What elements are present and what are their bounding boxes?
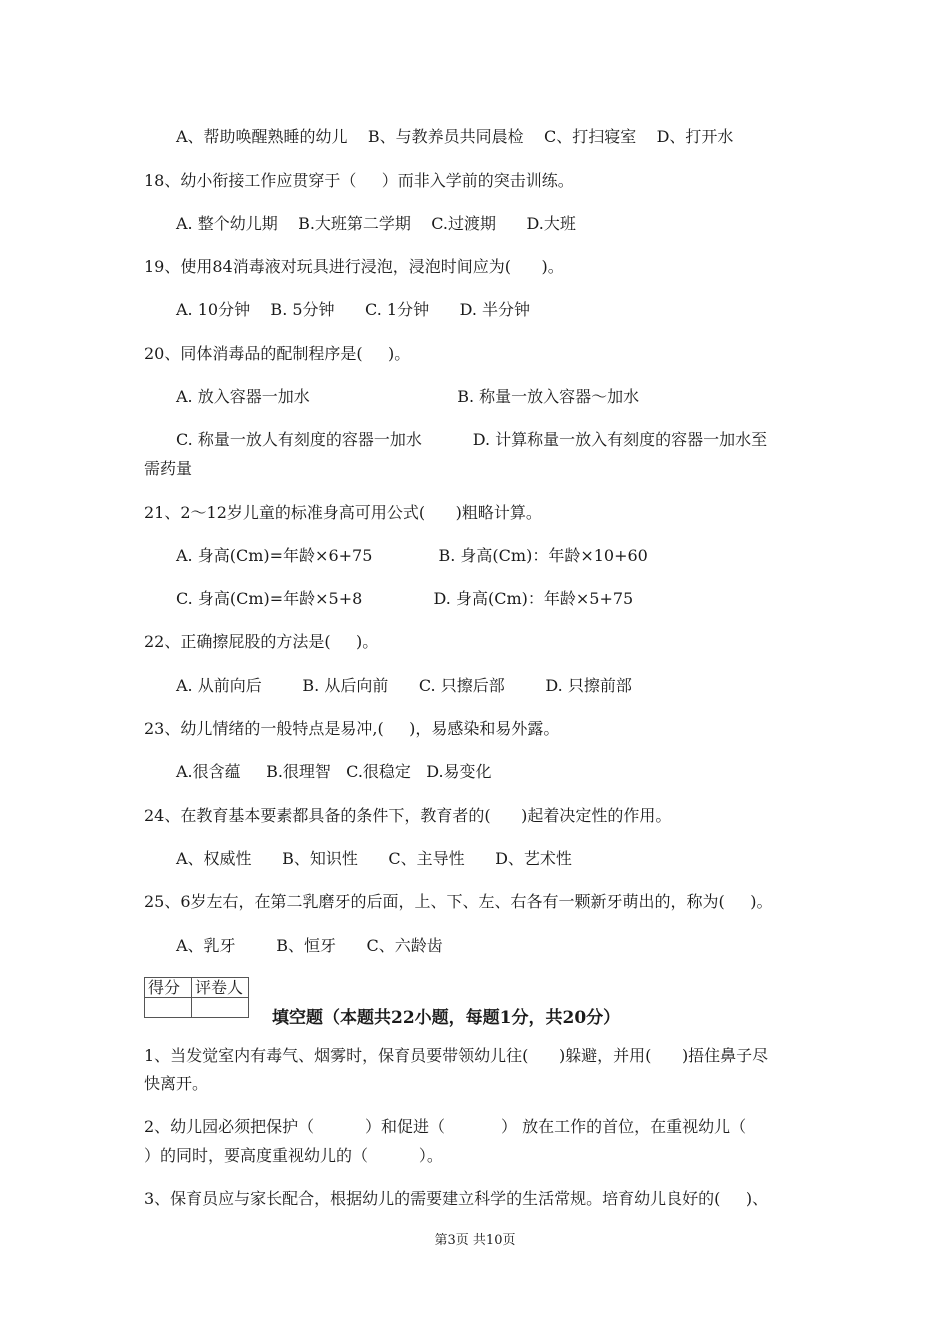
grader-label: 评卷人 (192, 978, 249, 998)
q18-options: A. 整个幼儿期 B.大班第二学期 C.过渡期 D.大班 (176, 214, 576, 233)
question-21: 21、2～12岁儿童的标准身高可用公式( )粗略计算。 (144, 503, 542, 522)
question-24: 24、在教育基本要素都具备的条件下，教育者的( )起着决定性的作用。 (144, 806, 672, 825)
fill-question-2: 2、幼儿园必须把保护（ ）和促进（ ） 放在工作的首位，在重视幼儿（ (144, 1117, 747, 1136)
fill-question-1-cont: 快离开。 (144, 1074, 209, 1093)
fill-question-2-cont: ）的同时，要高度重视幼儿的（ ）。 (144, 1146, 443, 1165)
question-25: 25、6岁左右，在第二乳磨牙的后面，上、下、左、右各有一颗新牙萌出的，称为( )。 (144, 892, 773, 911)
q25-options: A、乳牙 B、恒牙 C、六龄齿 (176, 936, 443, 955)
grader-cell (192, 998, 249, 1018)
q20-options-ab: A. 放入容器一加水 B. 称量一放入容器～加水 (176, 387, 640, 406)
q17-options: A、帮助唤醒熟睡的幼儿 B、与教养员共同晨检 C、打扫寝室 D、打开水 (176, 127, 734, 146)
q21-options-ab: A. 身高(Cm)=年龄×6+75 B. 身高(Cm)：年龄×10+60 (176, 546, 648, 565)
question-22: 22、正确擦屁股的方法是( )。 (144, 632, 379, 651)
section-title: 填空题（本题共22小题，每题1分，共20分） (272, 1008, 621, 1028)
q20-options-cd-cont: 需药量 (144, 459, 193, 478)
question-18: 18、幼小衔接工作应贯穿于（ ）而非入学前的突击训练。 (144, 171, 574, 190)
q20-options-cd: C. 称量一放人有刻度的容器一加水 D. 计算称量一放入有刻度的容器一加水至 (176, 430, 768, 449)
score-cell (145, 998, 192, 1018)
question-19: 19、使用84消毒液对玩具进行浸泡，浸泡时间应为( )。 (144, 257, 564, 276)
fill-question-1: 1、当发觉室内有毒气、烟雾时，保育员要带领幼儿往( )躲避，并用( )捂住鼻子尽 (144, 1046, 769, 1065)
fill-question-3: 3、保育员应与家长配合，根据幼儿的需要建立科学的生活常规。培育幼儿良好的( )、 (144, 1189, 769, 1208)
q24-options: A、权威性 B、知识性 C、主导性 D、艺术性 (176, 849, 572, 868)
page-footer: 第3页 共10页 (434, 1233, 516, 1248)
q21-options-cd: C. 身高(Cm)=年龄×5+8 D. 身高(Cm)：年龄×5+75 (176, 589, 634, 608)
score-table (144, 977, 249, 1018)
q19-options: A. 10分钟 B. 5分钟 C. 1分钟 D. 半分钟 (176, 300, 531, 319)
question-23: 23、幼儿情绪的一般特点是易冲,( )，易感染和易外露。 (144, 719, 560, 738)
q23-options: A.很含蕴 B.很理智 C.很稳定 D.易变化 (176, 762, 492, 781)
q22-options: A. 从前向后 B. 从后向前 C. 只擦后部 D. 只擦前部 (176, 676, 632, 695)
question-20: 20、同体消毒品的配制程序是( )。 (144, 344, 411, 363)
score-label: 得分 (145, 978, 192, 998)
